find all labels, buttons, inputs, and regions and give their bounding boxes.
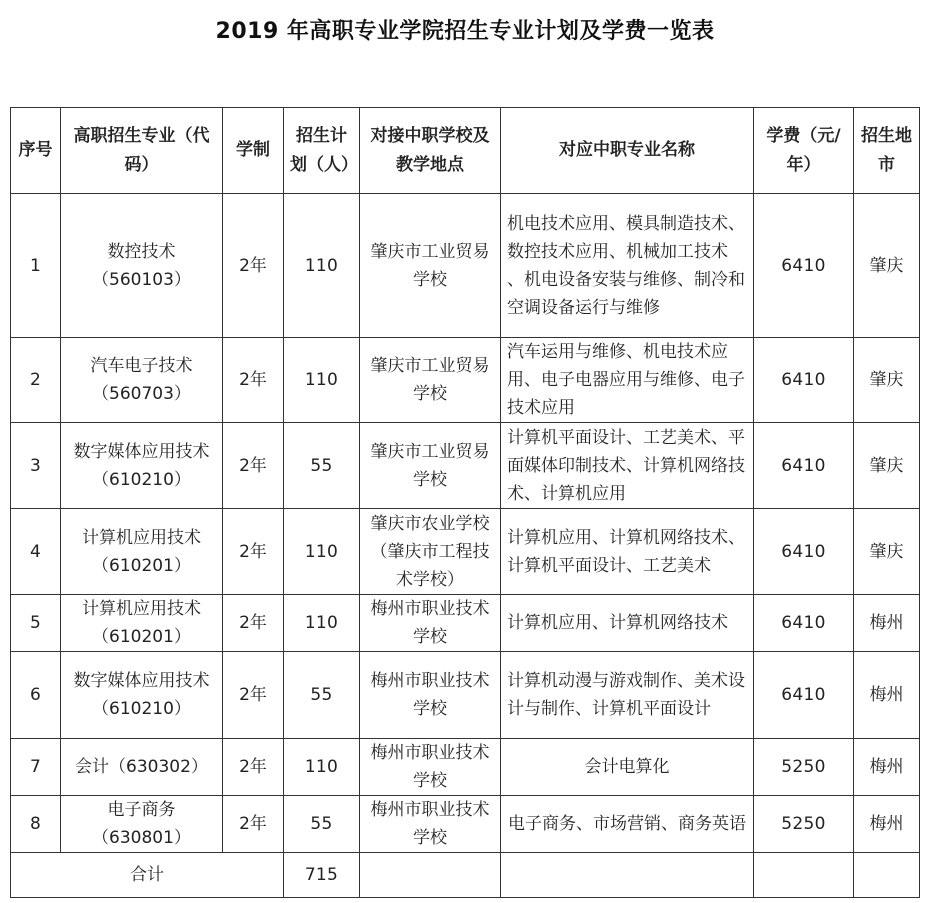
header-plan: 招生计划（人） bbox=[284, 108, 360, 194]
cell-seq: 6 bbox=[11, 652, 61, 739]
cell-city: 肇庆 bbox=[854, 509, 920, 595]
cell-major: 电子商务（630801） bbox=[61, 796, 223, 853]
cell-major: 数字媒体应用技术（610210） bbox=[61, 652, 223, 739]
cell-vocational: 汽车运用与维修、机电技术应用、电子电器应用与维修、电子技术应用 bbox=[501, 338, 754, 423]
table-row bbox=[11, 652, 920, 739]
cell-seq: 7 bbox=[11, 739, 61, 796]
cell-major: 计算机应用技术（610201） bbox=[61, 595, 223, 652]
cell-duration: 2年 bbox=[223, 739, 284, 796]
cell-fee: 6410 bbox=[754, 595, 854, 652]
table-row bbox=[11, 595, 920, 652]
cell-plan: 55 bbox=[284, 796, 360, 853]
cell-plan: 110 bbox=[284, 194, 360, 338]
header-city: 招生地市 bbox=[854, 108, 920, 194]
header-school: 对接中职学校及教学地点 bbox=[360, 108, 501, 194]
table-row bbox=[11, 796, 920, 853]
cell-plan: 110 bbox=[284, 338, 360, 423]
cell-plan: 55 bbox=[284, 652, 360, 739]
header-row bbox=[11, 108, 920, 194]
empty-cell bbox=[360, 853, 501, 898]
cell-fee: 6410 bbox=[754, 423, 854, 509]
header-vocational: 对应中职专业名称 bbox=[501, 108, 754, 194]
cell-city: 梅州 bbox=[854, 739, 920, 796]
cell-vocational: 会计电算化 bbox=[501, 739, 754, 796]
header-major: 高职招生专业（代码） bbox=[61, 108, 223, 194]
cell-vocational: 计算机应用、计算机网络技术 bbox=[501, 595, 754, 652]
cell-fee: 5250 bbox=[754, 739, 854, 796]
header-fee: 学费（元/年） bbox=[754, 108, 854, 194]
cell-duration: 2年 bbox=[223, 194, 284, 338]
header-seq: 序号 bbox=[11, 108, 61, 194]
cell-vocational: 计算机平面设计、工艺美术、平面媒体印制技术、计算机网络技术、计算机应用 bbox=[501, 423, 754, 509]
cell-vocational: 电子商务、市场营销、商务英语 bbox=[501, 796, 754, 853]
cell-city: 肇庆 bbox=[854, 423, 920, 509]
table-row bbox=[11, 423, 920, 509]
empty-cell bbox=[854, 853, 920, 898]
header-duration: 学制 bbox=[223, 108, 284, 194]
empty-cell bbox=[754, 853, 854, 898]
cell-plan: 110 bbox=[284, 739, 360, 796]
cell-city: 梅州 bbox=[854, 595, 920, 652]
cell-plan: 110 bbox=[284, 509, 360, 595]
table-row bbox=[11, 338, 920, 423]
cell-seq: 1 bbox=[11, 194, 61, 338]
cell-major: 会计（630302） bbox=[61, 739, 223, 796]
page-title: 2019 年高职专业学院招生专业计划及学费一览表 bbox=[215, 19, 715, 44]
cell-school: 肇庆市工业贸易学校 bbox=[360, 194, 501, 338]
cell-seq: 2 bbox=[11, 338, 61, 423]
cell-seq: 8 bbox=[11, 796, 61, 853]
enrollment-table bbox=[10, 107, 920, 898]
cell-school: 肇庆市工业贸易学校 bbox=[360, 338, 501, 423]
cell-duration: 2年 bbox=[223, 652, 284, 739]
cell-major: 计算机应用技术（610201） bbox=[61, 509, 223, 595]
cell-fee: 6410 bbox=[754, 338, 854, 423]
cell-seq: 5 bbox=[11, 595, 61, 652]
cell-school: 梅州市职业技术学校 bbox=[360, 595, 501, 652]
cell-vocational: 机电技术应用、模具制造技术、数控技术应用、机械加工技术 、机电设备安装与维修、制冷和空调设备运行与维修 bbox=[501, 194, 754, 338]
cell-plan: 55 bbox=[284, 423, 360, 509]
cell-city: 梅州 bbox=[854, 796, 920, 853]
cell-duration: 2年 bbox=[223, 338, 284, 423]
table-row bbox=[11, 509, 920, 595]
cell-major: 数控技术（560103） bbox=[61, 194, 223, 338]
cell-school: 梅州市职业技术学校 bbox=[360, 739, 501, 796]
cell-major: 数字媒体应用技术（610210） bbox=[61, 423, 223, 509]
cell-fee: 6410 bbox=[754, 194, 854, 338]
cell-city: 肇庆 bbox=[854, 338, 920, 423]
cell-major: 汽车电子技术（560703） bbox=[61, 338, 223, 423]
cell-seq: 3 bbox=[11, 423, 61, 509]
cell-seq: 4 bbox=[11, 509, 61, 595]
cell-duration: 2年 bbox=[223, 595, 284, 652]
cell-vocational: 计算机应用、计算机网络技术、计算机平面设计、工艺美术 bbox=[501, 509, 754, 595]
cell-school: 肇庆市工业贸易学校 bbox=[360, 423, 501, 509]
empty-cell bbox=[501, 853, 754, 898]
cell-plan: 110 bbox=[284, 595, 360, 652]
cell-school: 梅州市职业技术学校 bbox=[360, 796, 501, 853]
cell-duration: 2年 bbox=[223, 796, 284, 853]
cell-vocational: 计算机动漫与游戏制作、美术设计与制作、计算机平面设计 bbox=[501, 652, 754, 739]
table-row bbox=[11, 739, 920, 796]
total-row bbox=[11, 853, 920, 898]
cell-duration: 2年 bbox=[223, 423, 284, 509]
cell-school: 肇庆市农业学校（肇庆市工程技术学校） bbox=[360, 509, 501, 595]
cell-fee: 6410 bbox=[754, 652, 854, 739]
cell-fee: 6410 bbox=[754, 509, 854, 595]
total-plan: 715 bbox=[284, 853, 360, 898]
table-row bbox=[11, 194, 920, 338]
cell-fee: 5250 bbox=[754, 796, 854, 853]
cell-duration: 2年 bbox=[223, 509, 284, 595]
cell-school: 梅州市职业技术学校 bbox=[360, 652, 501, 739]
cell-city: 梅州 bbox=[854, 652, 920, 739]
cell-city: 肇庆 bbox=[854, 194, 920, 338]
total-label: 合计 bbox=[11, 853, 284, 898]
